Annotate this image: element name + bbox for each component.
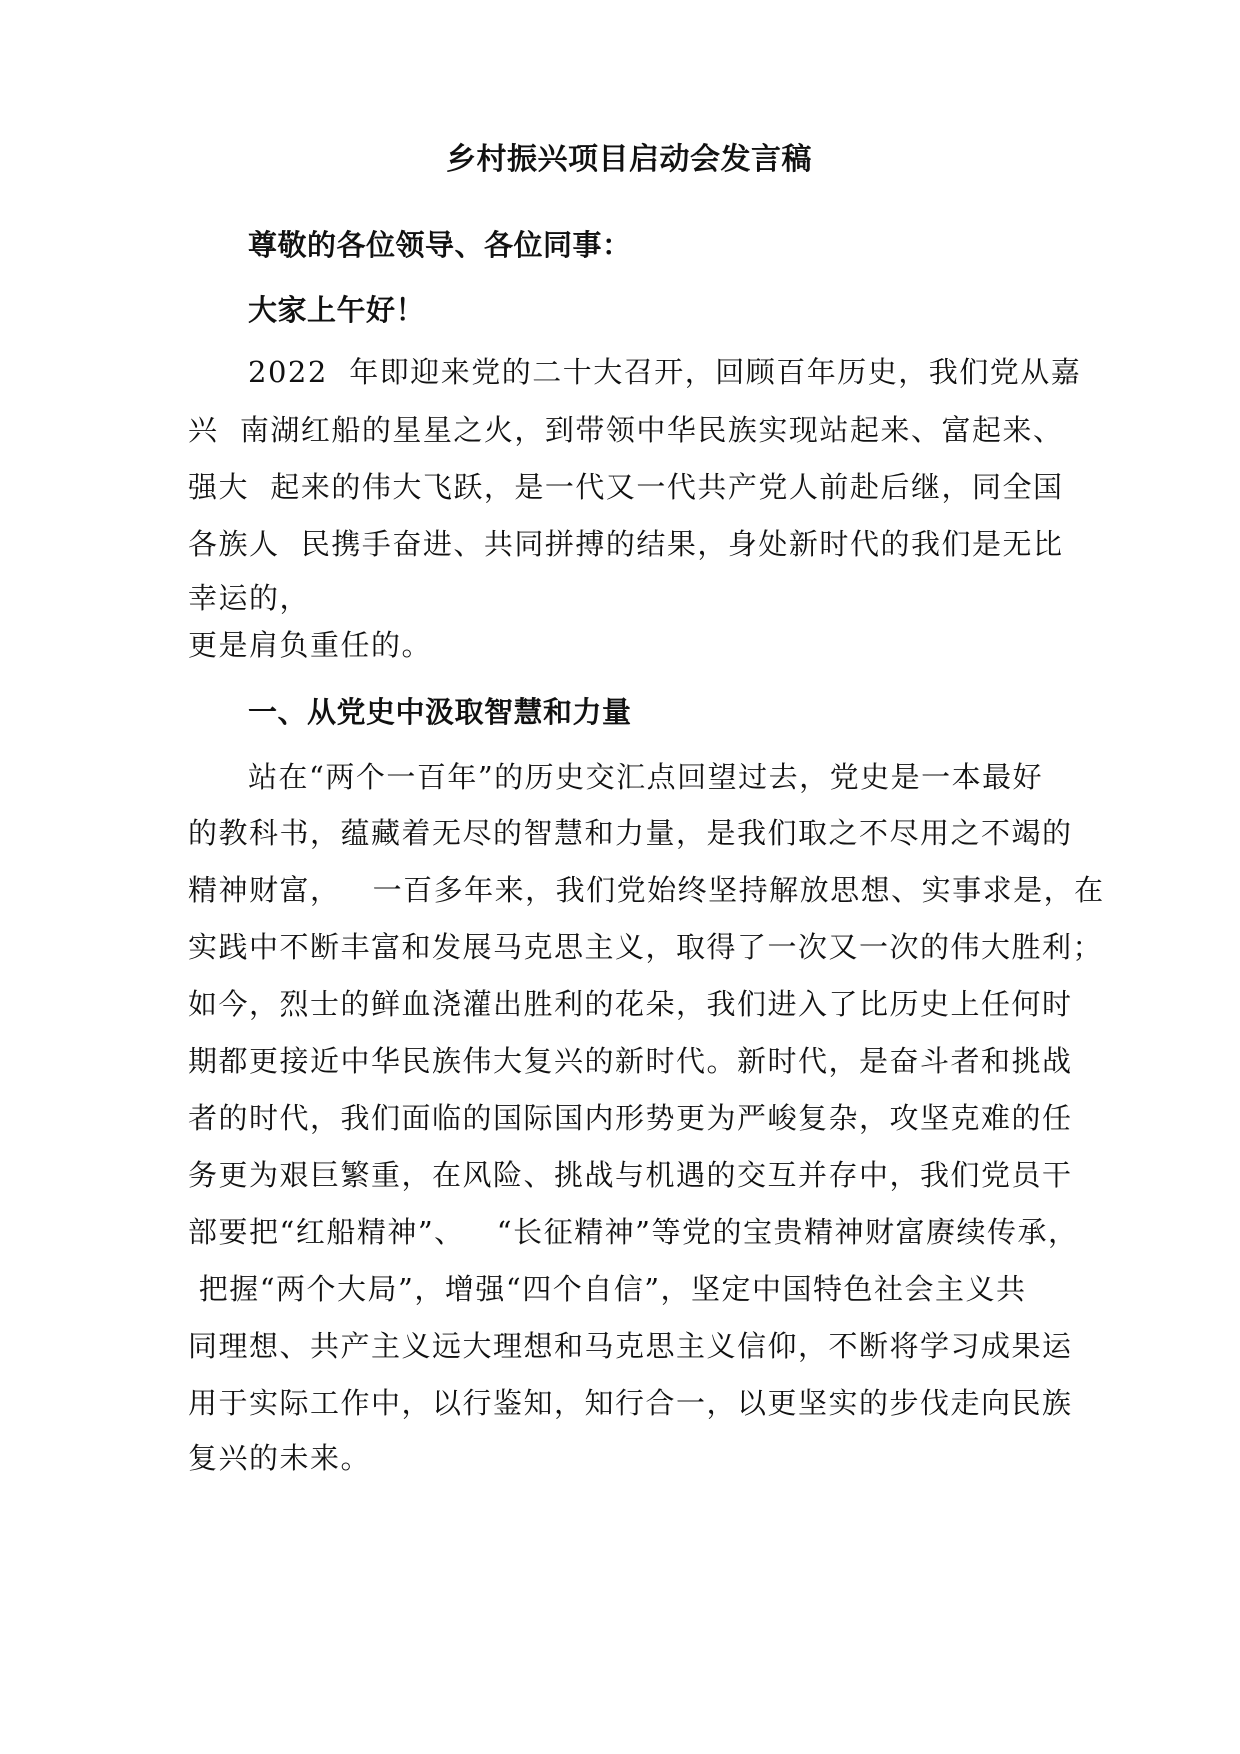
intro-line: 更是肩负重任的。 (188, 628, 433, 662)
section-line: 期都更接近中华民族伟大复兴的新时代。新时代，是奋斗者和挑战 (188, 1044, 1073, 1078)
section-line: 部要把“红船精神”、 “长征精神”等党的宝贵精神财富赓续传承， (188, 1215, 1079, 1249)
section-line: 用于实际工作中，以行鉴知，知行合一，以更坚实的步伐走向民族 (188, 1386, 1073, 1420)
section-line: 站在“两个一百年”的历史交汇点回望过去，党史是一本最好 (248, 760, 1044, 794)
section-heading: 一、从党史中汲取智慧和力量 (248, 695, 632, 729)
section-line: 实践中不断丰富和发展马克思主义，取得了一次又一次的伟大胜利； (188, 930, 1104, 964)
section-line: 精神财富， 一百多年来，我们党始终坚持解放思想、实事求是，在 (188, 873, 1105, 907)
document-title: 乡村振兴项目启动会发言稿 (446, 142, 812, 177)
section-line: 者的时代，我们面临的国际国内形势更为严峻复杂，攻坚克难的任 (188, 1101, 1073, 1135)
section-line: 复兴的未来。 (188, 1441, 372, 1475)
intro-line: 兴 南湖红船的星星之火，到带领中华民族实现站起来、富起来、 (188, 413, 1064, 447)
intro-line: 幸运的， (188, 581, 311, 615)
section-line: 务更为艰巨繁重，在风险、挑战与机遇的交互并存中，我们党员干 (188, 1158, 1073, 1192)
salutation: 尊敬的各位领导、各位同事： (248, 228, 632, 262)
section-line: 如今，烈士的鲜血浇灌出胜利的花朵，我们进入了比历史上任何时 (188, 987, 1073, 1021)
section-line: 把握“两个大局”，增强“四个自信”，坚定中国特色社会主义共 (188, 1272, 1027, 1306)
section-line: 的教科书，蕴藏着无尽的智慧和力量，是我们取之不尽用之不竭的 (188, 816, 1073, 850)
intro-line: 强大 起来的伟大飞跃，是一代又一代共产党人前赴后继，同全国 (188, 470, 1064, 504)
intro-line: 2022 年即迎来党的二十大召开，回顾百年历史，我们党从嘉 (248, 355, 1082, 389)
section-line: 同理想、共产主义远大理想和马克思主义信仰，不断将学习成果运 (188, 1329, 1073, 1363)
greeting: 大家上午好！ (248, 293, 426, 327)
intro-line: 各族人 民携手奋进、共同拼搏的结果，身处新时代的我们是无比 (188, 527, 1064, 561)
